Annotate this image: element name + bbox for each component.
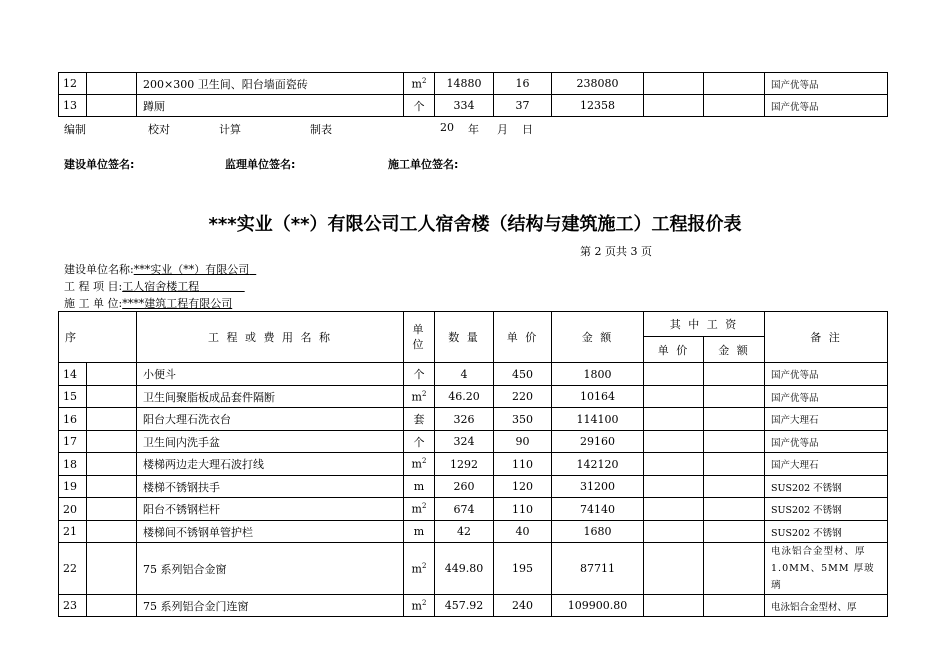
qty-cell: 449.80 <box>435 543 494 595</box>
unit-text: m <box>411 390 422 404</box>
sign-ri: 日 <box>522 123 533 136</box>
no-cell: 20 <box>59 498 87 521</box>
price-cell: 195 <box>494 543 552 595</box>
note-cell: SUS202 不锈钢 <box>765 498 888 521</box>
labor-amount-cell <box>704 408 765 431</box>
page-info: 第 2 页共 3 页 <box>580 245 652 258</box>
no-cell: 23 <box>59 595 87 617</box>
table-row <box>59 95 888 117</box>
labor-price-cell <box>644 363 704 386</box>
amount-cell: 31200 <box>552 476 644 498</box>
note-cell: SUS202 不锈钢 <box>765 521 888 543</box>
name-cell: 75 系列铝合金门连窗 <box>137 595 404 617</box>
project-value: 工人宿舍楼工程 <box>122 280 200 293</box>
note-cell: 电泳铝合金型材、厚 1.0MM、5MM 厚玻璃 <box>765 543 888 595</box>
signature-client: 建设单位签名: <box>64 158 135 171</box>
note-cell: 国产优等品 <box>765 431 888 453</box>
unit-text: 套 <box>413 413 425 426</box>
amount-cell: 87711 <box>552 543 644 595</box>
unit-text: 个 <box>413 435 425 449</box>
labor-amount-cell <box>704 386 765 408</box>
header-no: 序 <box>59 312 137 363</box>
unit-cell <box>404 453 435 476</box>
project-line <box>64 278 245 294</box>
table-row <box>59 408 888 431</box>
name-cell: 小便斗 <box>137 363 404 386</box>
blank-cell <box>87 543 137 595</box>
price-cell: 110 <box>494 453 552 476</box>
labor-amount-cell <box>704 543 765 595</box>
sign-yue: 月 <box>497 123 508 136</box>
labor-price-cell <box>644 431 704 453</box>
note-cell: 国产优等品 <box>765 363 888 386</box>
unit-cell <box>404 363 435 386</box>
note-cell: 国产优等品 <box>765 95 888 117</box>
table-row <box>59 453 888 476</box>
sign-nian: 年 <box>468 123 479 136</box>
amount-cell: 109900.80 <box>552 595 644 617</box>
unit-cell <box>404 431 435 453</box>
table-row <box>59 476 888 498</box>
unit-cell <box>404 95 435 117</box>
unit-superscript: 2 <box>421 76 427 85</box>
name-cell: 卫生间内洗手盆 <box>137 431 404 453</box>
name-cell: 楼梯不锈钢扶手 <box>137 476 404 498</box>
no-cell: 17 <box>59 431 87 453</box>
qty-cell: 326 <box>435 408 494 431</box>
client-label: 建设单位名称: <box>64 263 134 276</box>
client-value: ***实业（**）有限公司 <box>133 263 250 276</box>
qty-cell: 260 <box>435 476 494 498</box>
labor-amount-cell <box>704 95 765 117</box>
table-row <box>59 521 888 543</box>
header-unit-top: 单 <box>412 323 426 336</box>
labor-price-cell <box>644 521 704 543</box>
blank-cell <box>87 453 137 476</box>
header-qty: 数 量 <box>435 312 494 363</box>
price-cell: 240 <box>494 595 552 617</box>
contractor-label: 施 工 单 位: <box>64 297 123 310</box>
blank-cell <box>87 386 137 408</box>
no-cell: 18 <box>59 453 87 476</box>
qty-cell: 46.20 <box>435 386 494 408</box>
unit-superscript: 2 <box>421 561 427 570</box>
labor-amount-cell <box>704 476 765 498</box>
project-label: 工 程 项 目: <box>64 280 123 293</box>
blank-cell <box>87 95 137 117</box>
header-labor-amount: 金 额 <box>704 337 765 363</box>
name-cell: 楼梯两边走大理石波打线 <box>137 453 404 476</box>
header-labor: 其 中 工 资 <box>644 312 765 337</box>
unit-text: m <box>411 562 422 576</box>
header-amount: 金 额 <box>552 312 644 363</box>
unit-cell <box>404 73 435 95</box>
name-cell: 卫生间聚脂板成品套件隔断 <box>137 386 404 408</box>
price-cell: 120 <box>494 476 552 498</box>
note-cell: 国产大理石 <box>765 453 888 476</box>
unit-text: m <box>411 502 422 516</box>
labor-amount-cell <box>704 73 765 95</box>
unit-text: m <box>411 457 422 471</box>
unit-text: m <box>413 525 425 538</box>
labor-price-cell <box>644 595 704 617</box>
blank-cell <box>87 73 137 95</box>
table-row <box>59 363 888 386</box>
blank-cell <box>87 363 137 386</box>
unit-cell <box>404 386 435 408</box>
sign-bianzhi: 编制 <box>64 123 86 136</box>
labor-price-cell <box>644 476 704 498</box>
note-cell: 国产优等品 <box>765 73 888 95</box>
qty-cell: 14880 <box>435 73 494 95</box>
amount-cell: 142120 <box>552 453 644 476</box>
labor-price-cell <box>644 386 704 408</box>
note-cell: 国产大理石 <box>765 408 888 431</box>
unit-superscript: 2 <box>421 457 427 466</box>
header-price: 单 价 <box>494 312 552 363</box>
header-unit <box>404 312 435 363</box>
blank-cell <box>87 595 137 617</box>
labor-amount-cell <box>704 521 765 543</box>
qty-cell: 674 <box>435 498 494 521</box>
labor-price-cell <box>644 73 704 95</box>
no-cell: 13 <box>59 95 87 117</box>
unit-cell <box>404 595 435 617</box>
header-labor-price: 单 价 <box>644 337 704 363</box>
unit-superscript: 2 <box>421 389 427 398</box>
unit-cell <box>404 521 435 543</box>
amount-cell: 238080 <box>552 73 644 95</box>
price-cell: 350 <box>494 408 552 431</box>
no-cell: 15 <box>59 386 87 408</box>
unit-superscript: 2 <box>421 502 427 511</box>
labor-price-cell <box>644 453 704 476</box>
price-cell: 37 <box>494 95 552 117</box>
qty-cell: 1292 <box>435 453 494 476</box>
amount-cell: 1800 <box>552 363 644 386</box>
unit-text: 个 <box>413 99 425 113</box>
no-cell: 22 <box>59 543 87 595</box>
no-cell: 16 <box>59 408 87 431</box>
unit-cell <box>404 408 435 431</box>
header-name: 工 程 或 费 用 名 称 <box>137 312 404 363</box>
note-cell: 电泳铝合金型材、厚 <box>765 595 888 617</box>
labor-amount-cell <box>704 431 765 453</box>
price-cell: 90 <box>494 431 552 453</box>
unit-cell <box>404 498 435 521</box>
contractor-line <box>64 295 232 311</box>
labor-price-cell <box>644 498 704 521</box>
top-table <box>58 72 888 117</box>
labor-amount-cell <box>704 363 765 386</box>
price-cell: 40 <box>494 521 552 543</box>
table-row <box>59 386 888 408</box>
unit-cell <box>404 543 435 595</box>
qty-cell: 4 <box>435 363 494 386</box>
amount-cell: 114100 <box>552 408 644 431</box>
blank-cell <box>87 521 137 543</box>
amount-cell: 12358 <box>552 95 644 117</box>
price-cell: 220 <box>494 386 552 408</box>
blank-cell <box>87 498 137 521</box>
no-cell: 21 <box>59 521 87 543</box>
labor-amount-cell <box>704 453 765 476</box>
no-cell: 14 <box>59 363 87 386</box>
labor-price-cell <box>644 408 704 431</box>
sign-jisuan: 计算 <box>219 123 241 136</box>
name-cell: 蹲厕 <box>137 95 404 117</box>
client-line <box>64 261 256 277</box>
sign-zhibiao: 制表 <box>310 123 332 136</box>
qty-cell: 334 <box>435 95 494 117</box>
qty-cell: 42 <box>435 521 494 543</box>
name-cell: 75 系列铝合金窗 <box>137 543 404 595</box>
unit-superscript: 2 <box>421 598 427 607</box>
price-cell: 450 <box>494 363 552 386</box>
labor-price-cell <box>644 95 704 117</box>
unit-cell <box>404 476 435 498</box>
blank-cell <box>87 408 137 431</box>
contractor-value: ****建筑工程有限公司 <box>122 297 233 310</box>
header-note: 备 注 <box>765 312 888 363</box>
signature-contractor: 施工单位签名: <box>388 158 459 171</box>
unit-text: m <box>413 480 425 493</box>
name-cell: 阳台不锈钢栏杆 <box>137 498 404 521</box>
name-cell: 楼梯间不锈钢单管护栏 <box>137 521 404 543</box>
labor-price-cell <box>644 543 704 595</box>
table-row <box>59 431 888 453</box>
no-cell: 19 <box>59 476 87 498</box>
quote-table <box>58 311 888 617</box>
unit-text: m <box>411 599 422 613</box>
table-row <box>59 73 888 95</box>
price-cell: 110 <box>494 498 552 521</box>
name-cell: 阳台大理石洗衣台 <box>137 408 404 431</box>
signature-supervisor: 监理单位签名: <box>225 158 296 171</box>
sign-year: 20 <box>440 121 454 134</box>
table-row <box>59 543 888 595</box>
unit-text: m <box>411 77 422 91</box>
blank-cell <box>87 431 137 453</box>
qty-cell: 457.92 <box>435 595 494 617</box>
qty-cell: 324 <box>435 431 494 453</box>
sign-jiaodui: 校对 <box>148 123 170 136</box>
note-cell: SUS202 不锈钢 <box>765 476 888 498</box>
price-cell: 16 <box>494 73 552 95</box>
no-cell: 12 <box>59 73 87 95</box>
note-cell: 国产优等品 <box>765 386 888 408</box>
amount-cell: 74140 <box>552 498 644 521</box>
table-row <box>59 595 888 617</box>
labor-amount-cell <box>704 595 765 617</box>
amount-cell: 29160 <box>552 431 644 453</box>
blank-cell <box>87 476 137 498</box>
amount-cell: 10164 <box>552 386 644 408</box>
header-unit-bottom: 位 <box>412 338 426 351</box>
table-header-row <box>59 312 888 337</box>
page-title: ***实业（**）有限公司工人宿舍楼（结构与建筑施工）工程报价表 <box>208 214 742 235</box>
table-row <box>59 498 888 521</box>
labor-amount-cell <box>704 498 765 521</box>
amount-cell: 1680 <box>552 521 644 543</box>
unit-text: 个 <box>413 368 425 381</box>
name-cell: 200×300 卫生间、阳台墙面瓷砖 <box>137 73 404 95</box>
